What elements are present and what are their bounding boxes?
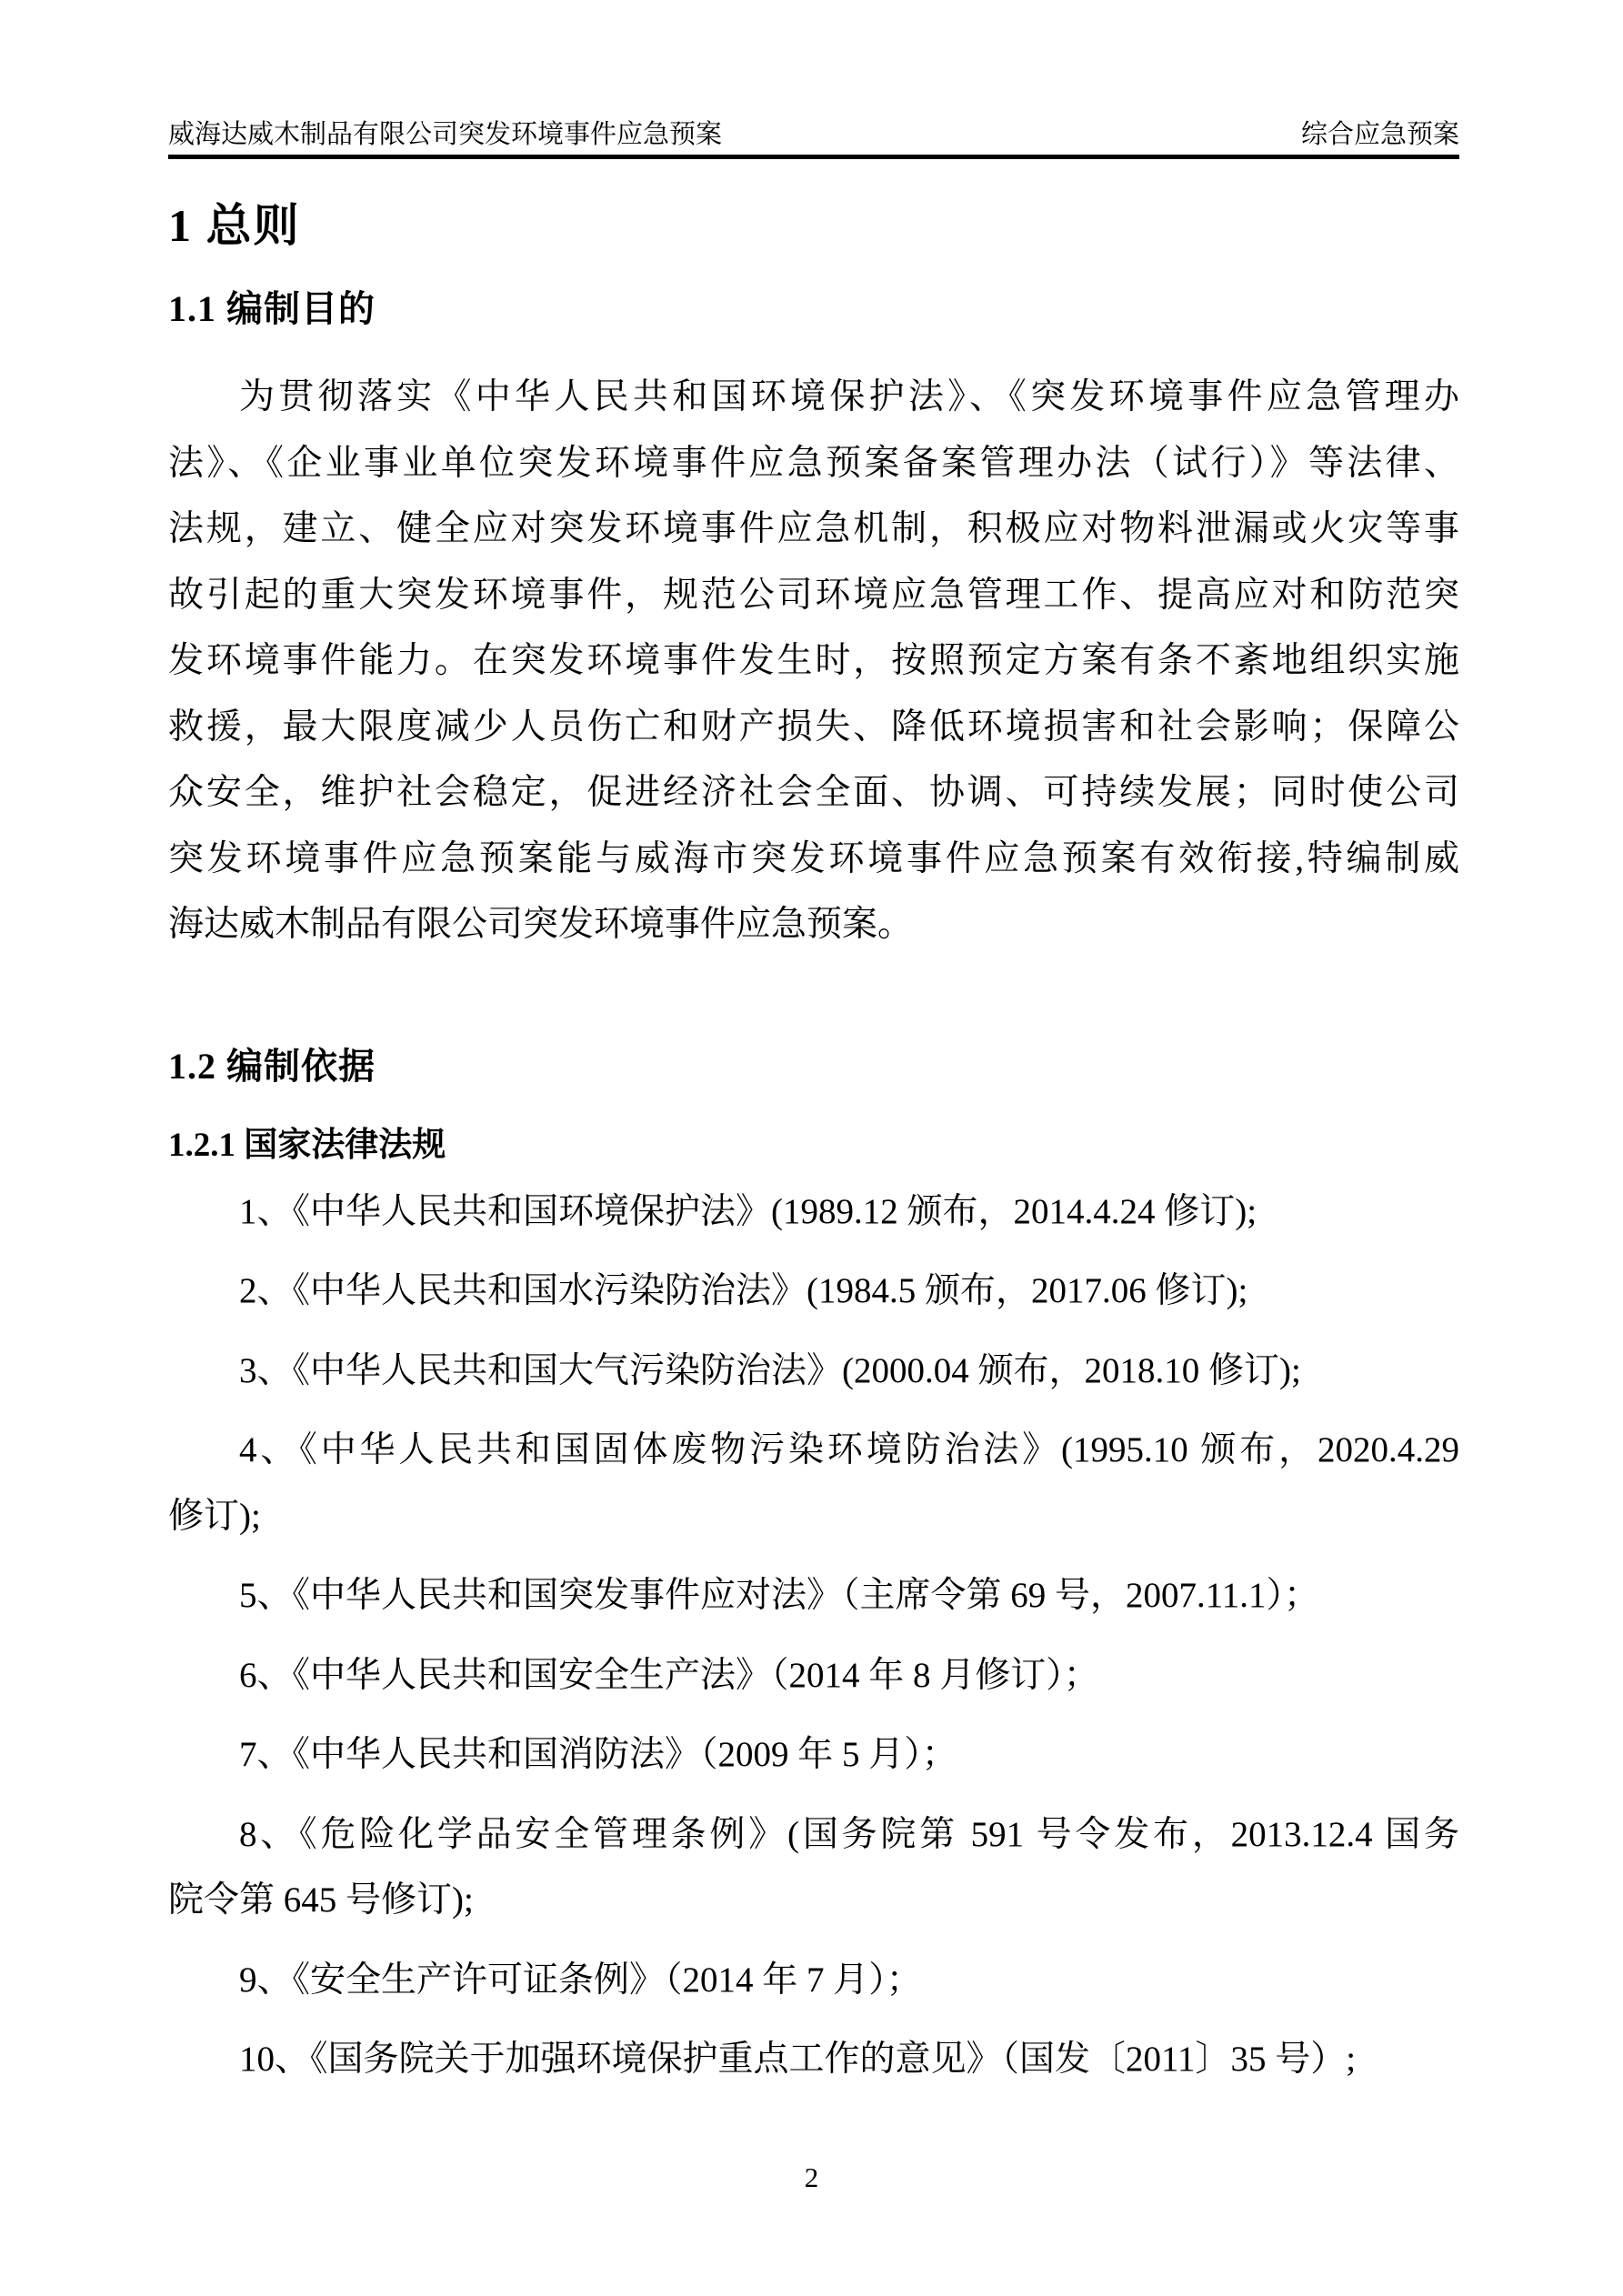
heading-1-1: 1.1 编制目的 [168, 288, 376, 329]
law-line: 8、《危险化学品安全管理条例》(国务院第 591 号令发布，2013.12.4 国务 [239, 1814, 1459, 1854]
header-rule [168, 155, 1459, 159]
paragraph-line: 为贯彻落实《中华人民共和国环境保护法》、《突发环境事件应急管理办 [239, 377, 1459, 416]
paragraph-line: 众安全，维护社会稳定，促进经济社会全面、协调、可持续发展；同时使公司 [168, 773, 1459, 812]
law-line: 3、《中华人民共和国大气污染防治法》(2000.04 颁布，2018.10 修订); [239, 1350, 1301, 1390]
paragraph-line: 海达威木制品有限公司突发环境事件应急预案。 [168, 905, 914, 944]
law-line: 4、《中华人民共和国固体废物污染环境防治法》(1995.10 颁布，2020.4.29 [239, 1430, 1459, 1469]
header-left-text: 威海达威木制品有限公司突发环境事件应急预案 [168, 120, 723, 149]
paragraph-line: 故引起的重大突发环境事件，规范公司环境应急管理工作、提高应对和防范突 [168, 575, 1459, 615]
header-right-text: 综合应急预案 [1300, 120, 1459, 149]
law-line: 院令第 645 号修订); [168, 1880, 474, 1920]
purpose-paragraph [168, 365, 1459, 958]
law-line: 9、《安全生产许可证条例》（2014 年 7 月）； [239, 1960, 922, 2000]
law-line: 7、《中华人民共和国消防法》（2009 年 5 月）； [239, 1735, 957, 1774]
page-header [168, 0, 1459, 150]
heading-1-2: 1.2 编制依据 [168, 1045, 376, 1087]
heading-1: 1 总则 [168, 200, 301, 251]
law-line: 5、《中华人民共和国突发事件应对法》（主席令第 69 号，2007.11.1）； [239, 1576, 1320, 1615]
paragraph-line: 突发环境事件应急预案能与威海市突发环境事件应急预案有效衔接,特编制威 [168, 838, 1459, 878]
paragraph-line: 法》、《企业事业单位突发环境事件应急预案备案管理办法（试行）》等法律、 [168, 443, 1459, 483]
heading-1-2-1: 1.2.1 国家法律法规 [168, 1126, 446, 1164]
page-number: 2 [804, 2161, 819, 2193]
law-line: 6、《中华人民共和国安全生产法》（2014 年 8 月修订）； [239, 1655, 1099, 1695]
law-line: 2、《中华人民共和国水污染防治法》(1984.5 颁布，2017.06 修订); [239, 1271, 1248, 1310]
paragraph-line: 法规，建立、健全应对突发环境事件应急机制，积极应对物料泄漏或火灾等事 [168, 509, 1459, 548]
paragraph-line: 救援，最大限度减少人员伤亡和财产损失、降低环境损害和社会影响；保障公 [168, 707, 1459, 747]
law-line: 修订); [168, 1496, 261, 1536]
paragraph-line: 发环境事件能力。在突发环境事件发生时，按照预定方案有条不紊地组织实施 [168, 641, 1459, 680]
laws-list [168, 1179, 1459, 2093]
law-line: 10、《国务院关于加强环境保护重点工作的意见》（国发〔2011〕35 号）; [239, 2040, 1357, 2079]
law-line: 1、《中华人民共和国环境保护法》(1989.12 颁布，2014.4.24 修订); [239, 1191, 1257, 1231]
